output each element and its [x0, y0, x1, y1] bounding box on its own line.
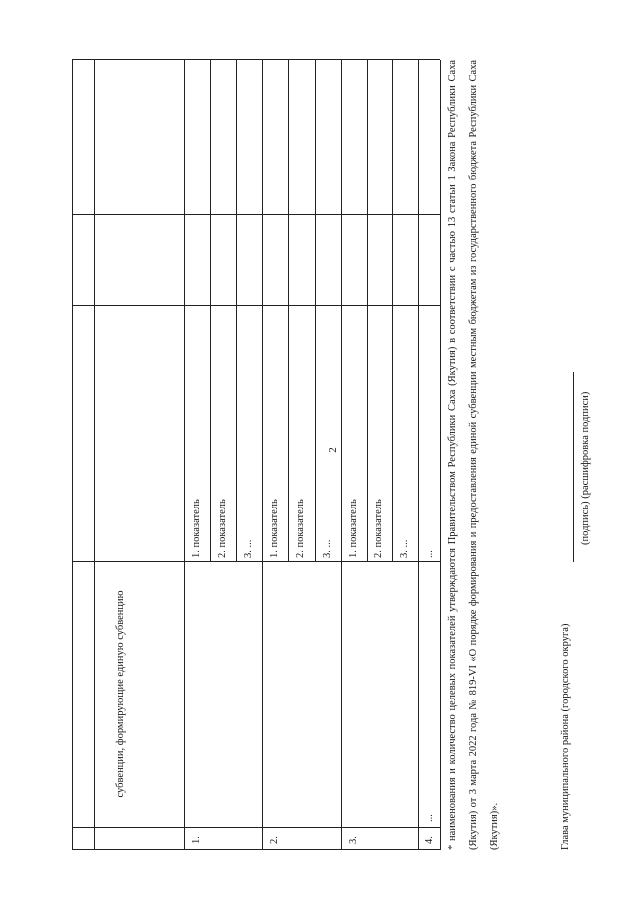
- rotated-content: [20, 20, 600, 880]
- indicator-cell: 1. показатель: [269, 499, 280, 558]
- row-number: 3.: [348, 836, 359, 844]
- table-line: [392, 60, 393, 562]
- indicator-cell: ...: [424, 550, 435, 558]
- table-line: [288, 60, 289, 562]
- page-number: 2: [327, 447, 339, 453]
- indicator-cell: 2. показатель: [217, 499, 228, 558]
- table-line: [210, 60, 211, 562]
- signature-line: [573, 372, 574, 562]
- table-line: [262, 60, 263, 850]
- table-line: [367, 60, 368, 562]
- indicator-cell: 3. ...: [322, 539, 333, 558]
- table-line: [440, 60, 441, 850]
- row-name-cell: ...: [424, 814, 435, 822]
- table-line: [72, 60, 73, 850]
- table-header-cell: субвенции, формирующие единую субвенцию: [115, 590, 126, 798]
- table-line: [94, 60, 95, 850]
- table-line: [72, 214, 440, 215]
- row-number: 1.: [191, 836, 202, 844]
- indicator-cell: 2. показатель: [295, 499, 306, 558]
- table-line: [72, 827, 440, 828]
- table-line: [72, 305, 440, 306]
- table-line: [72, 561, 440, 562]
- indicator-cell: 1. показатель: [348, 499, 359, 558]
- indicator-cell: 3. ...: [243, 539, 254, 558]
- table-line: [315, 60, 316, 562]
- table-line: [236, 60, 237, 562]
- row-number: 4.: [424, 836, 435, 844]
- table-line: [184, 60, 185, 850]
- indicator-cell: 3. ...: [399, 539, 410, 558]
- footnote: * наименования и количество целевых показателей утверждаются Правительством Республики Саха (Якутия) в соответствии с частью 13 статьи 1 Закона Республики Саха (Якутия) от 3 марта 2022 года № 819-VI «О порядке формирования и предоставления единой субвенции местным бюджетам из государственного бюджета Республики Саха (Якутия)».: [447, 60, 500, 850]
- signature-caption: (подпись) (расшифровка подписи): [580, 391, 591, 545]
- signature-title: Глава муниципального района (городского округа): [560, 623, 571, 850]
- table-line: [72, 59, 440, 60]
- table-line: [341, 60, 342, 850]
- indicator-cell: 1. показатель: [191, 499, 202, 558]
- table-line: [72, 849, 440, 850]
- indicator-cell: 2. показатель: [373, 499, 384, 558]
- table-line: [418, 60, 419, 850]
- row-number: 2.: [269, 836, 280, 844]
